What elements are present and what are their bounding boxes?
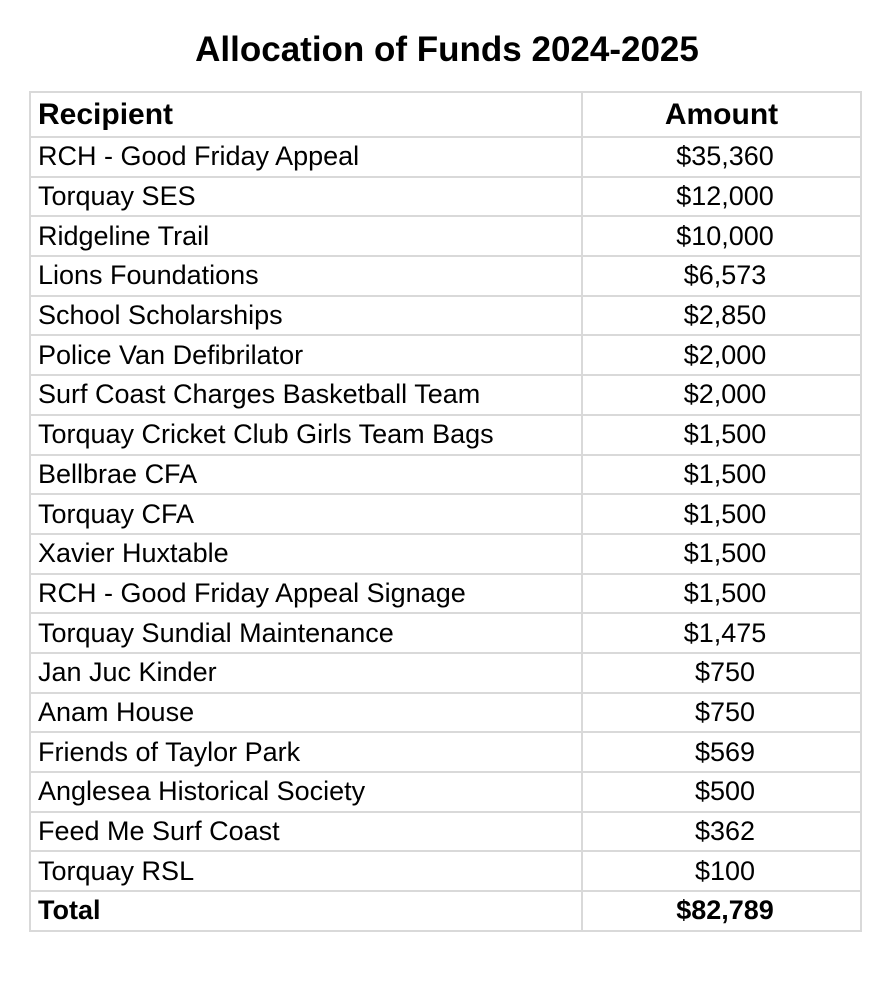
table-row [30, 455, 861, 495]
recipient-cell: School Scholarships [30, 296, 582, 336]
amount-cell: $1,500 [582, 455, 861, 495]
recipient-cell: Torquay SES [30, 177, 582, 217]
table-body [30, 137, 861, 931]
recipient-cell: Friends of Taylor Park [30, 732, 582, 772]
amount-cell: $1,500 [582, 494, 861, 534]
amount-cell: $1,475 [582, 613, 861, 653]
recipient-column-header: Recipient [30, 92, 582, 137]
recipient-cell: Torquay CFA [30, 494, 582, 534]
table-row [30, 812, 861, 852]
recipient-cell: Bellbrae CFA [30, 455, 582, 495]
funds-table [29, 91, 862, 932]
amount-cell: $500 [582, 772, 861, 812]
table-row [30, 335, 861, 375]
recipient-cell: Police Van Defibrilator [30, 335, 582, 375]
recipient-cell: Ridgeline Trail [30, 216, 582, 256]
total-row [30, 891, 861, 931]
recipient-cell: Feed Me Surf Coast [30, 812, 582, 852]
table-row [30, 256, 861, 296]
table-row [30, 613, 861, 653]
table-row [30, 574, 861, 614]
amount-cell: $362 [582, 812, 861, 852]
amount-cell: $750 [582, 653, 861, 693]
table-row [30, 494, 861, 534]
amount-cell: $1,500 [582, 415, 861, 455]
recipient-cell: Torquay Sundial Maintenance [30, 613, 582, 653]
table-row [30, 296, 861, 336]
table-row [30, 375, 861, 415]
amount-cell: $1,500 [582, 534, 861, 574]
recipient-cell: Anam House [30, 693, 582, 733]
recipient-cell: Anglesea Historical Society [30, 772, 582, 812]
table-row [30, 732, 861, 772]
amount-cell: $12,000 [582, 177, 861, 217]
amount-cell: $6,573 [582, 256, 861, 296]
amount-column-header: Amount [582, 92, 861, 137]
amount-cell: $750 [582, 693, 861, 733]
amount-cell: $2,000 [582, 375, 861, 415]
table-row [30, 216, 861, 256]
table-row [30, 772, 861, 812]
table-row [30, 534, 861, 574]
amount-cell: $1,500 [582, 574, 861, 614]
total-amount: $82,789 [582, 891, 861, 931]
recipient-cell: Lions Foundations [30, 256, 582, 296]
amount-cell: $35,360 [582, 137, 861, 177]
recipient-cell: Surf Coast Charges Basketball Team [30, 375, 582, 415]
table-row [30, 653, 861, 693]
total-label: Total [30, 891, 582, 931]
recipient-cell: Xavier Huxtable [30, 534, 582, 574]
table-row [30, 137, 861, 177]
recipient-cell: Torquay RSL [30, 851, 582, 891]
recipient-cell: Torquay Cricket Club Girls Team Bags [30, 415, 582, 455]
table-row [30, 851, 861, 891]
amount-cell: $2,850 [582, 296, 861, 336]
table-row [30, 177, 861, 217]
amount-cell: $10,000 [582, 216, 861, 256]
amount-cell: $569 [582, 732, 861, 772]
table-header-row [30, 92, 861, 137]
recipient-cell: RCH - Good Friday Appeal Signage [30, 574, 582, 614]
recipient-cell: RCH - Good Friday Appeal [30, 137, 582, 177]
page-title: Allocation of Funds 2024-2025 [195, 30, 699, 69]
table-row [30, 693, 861, 733]
table-row [30, 415, 861, 455]
amount-cell: $2,000 [582, 335, 861, 375]
recipient-cell: Jan Juc Kinder [30, 653, 582, 693]
amount-cell: $100 [582, 851, 861, 891]
